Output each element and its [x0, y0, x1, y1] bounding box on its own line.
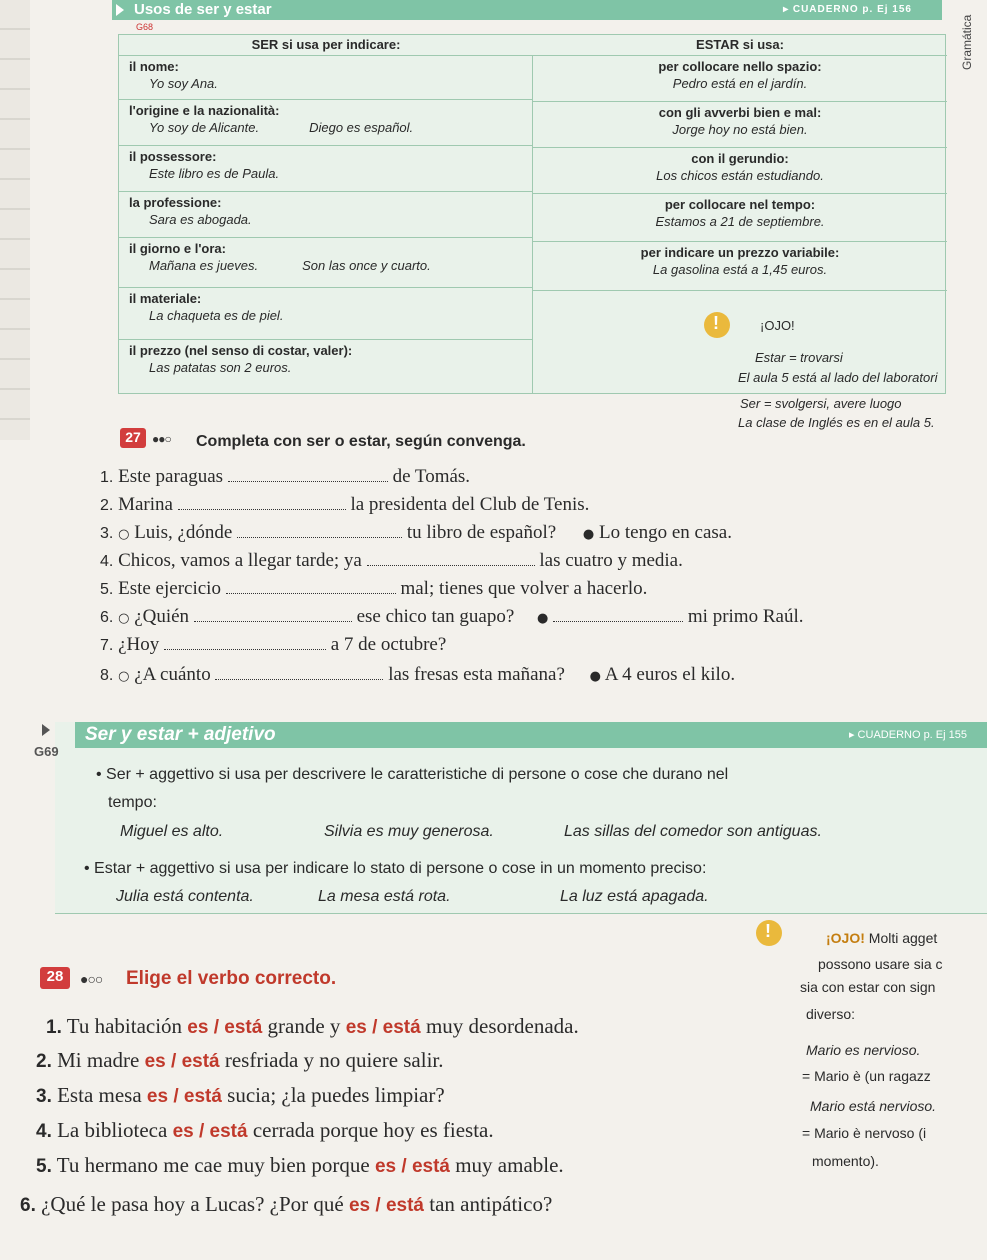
ojo-line: = Mario è nervoso (i: [802, 1125, 927, 1141]
ojo-heading: ¡OJO!: [760, 318, 795, 333]
ser-row-label: il nome:: [129, 59, 179, 74]
estar-row-label: con il gerundio:: [691, 151, 789, 166]
estar-row-example: La gasolina está a 1,45 euros.: [652, 262, 828, 277]
exercise-title: Completa con ser o estar, según convenga.: [196, 433, 526, 450]
ser-row-example: Mañana es jueves.: [149, 258, 259, 273]
side-label: Gramática: [960, 14, 974, 70]
box-header: [75, 722, 987, 748]
answer-blank[interactable]: [226, 578, 396, 594]
grammar-code: G68: [136, 22, 154, 32]
section-header: [112, 0, 942, 20]
ser-row-label: il possessore:: [129, 149, 217, 164]
exercise-item: 6. ○ ¿Quién ese chico tan guapo? ● mi primo Raúl.: [100, 606, 804, 627]
estar-row: [533, 193, 947, 241]
estar-row: [533, 55, 947, 101]
ojo-line: possono usare sia c: [818, 956, 943, 972]
ojo-line: Ser = svolgersi, avere luogo: [740, 396, 902, 411]
answer-blank[interactable]: [194, 606, 352, 622]
exercise-number-badge: 28: [40, 967, 70, 989]
ser-row: [119, 145, 533, 191]
exercise-item: 2. Marina la presidenta del Club de Tenis.: [100, 494, 590, 515]
ojo-note: ¡OJO! Molti agget: [826, 930, 938, 946]
exercise-item: 5. Tu hermano me cae muy bien porque es / está muy amable.: [36, 1153, 564, 1177]
verb-choice[interactable]: es / está: [345, 1017, 421, 1038]
estar-row-example: Estamos a 21 de septiembre.: [655, 214, 825, 229]
ser-row-label: il materiale:: [129, 291, 202, 306]
ser-row-label: la professione:: [129, 195, 222, 210]
answer-blank[interactable]: [164, 634, 326, 650]
ser-row: [119, 99, 533, 145]
exercise-number-badge: 27: [120, 428, 146, 448]
ser-row: [119, 287, 533, 339]
answer-blank[interactable]: [237, 522, 402, 538]
verb-choice[interactable]: es / está: [172, 1121, 248, 1142]
ser-row: [119, 339, 533, 393]
estar-row: [533, 241, 947, 291]
section-title: Usos de ser y estar: [134, 1, 272, 18]
answer-blank[interactable]: [178, 494, 346, 510]
estar-heading: ESTAR si usa:: [696, 37, 784, 52]
exercise-item: 5. Este ejercicio mal; tienes que volver a hacerlo.: [100, 578, 648, 599]
ser-row-example: Yo soy de Alicante.: [149, 120, 260, 135]
estar-row-example: Pedro está en el jardín.: [672, 76, 808, 91]
ser-row-example: Son las once y cuarto.: [302, 258, 431, 273]
example-text: La luz está apagada.: [560, 888, 709, 905]
ser-row-example: La chaqueta es de piel.: [149, 308, 284, 323]
estar-row-label: per indicare un prezzo variabile:: [640, 245, 840, 260]
ojo-line: = Mario è (un ragazz: [802, 1068, 931, 1084]
ser-row-example: Sara es abogada.: [149, 212, 252, 227]
play-icon[interactable]: [42, 724, 50, 736]
notebook-edge: [0, 0, 30, 440]
verb-choice[interactable]: es / está: [144, 1051, 220, 1072]
exercise-title: Elige el verbo correcto.: [126, 968, 337, 989]
ojo-line: Mario es nervioso.: [806, 1042, 921, 1058]
exercise-item: 7. ¿Hoy a 7 de octubre?: [100, 634, 447, 655]
rule-text: tempo:: [108, 794, 157, 811]
answer-blank[interactable]: [553, 606, 683, 622]
verb-choice[interactable]: es / está: [187, 1017, 263, 1038]
rule-text: • Ser + aggettivo si usa per descrivere le caratteristiche di persone o cose che durano nel: [96, 766, 729, 783]
verb-choice[interactable]: es / está: [348, 1195, 424, 1216]
exercise-item: 1. Este paraguas de Tomás.: [100, 466, 471, 487]
ser-row-example: Este libro es de Paula.: [149, 166, 280, 181]
ser-row: [119, 237, 533, 287]
ser-column: [119, 35, 533, 393]
answer-blank[interactable]: [228, 466, 388, 482]
exercise-item: 4. La biblioteca es / está cerrada porque hoy es fiesta.: [36, 1118, 494, 1142]
grammar-code: G69: [34, 744, 59, 759]
ojo-line: momento).: [812, 1153, 879, 1169]
example-text: La mesa está rota.: [318, 888, 451, 905]
estar-row-label: per collocare nel tempo:: [664, 197, 816, 212]
ojo-warning-icon: [756, 920, 782, 946]
exercise-item: 4. Chicos, vamos a llegar tarde; ya las cuatro y media.: [100, 550, 683, 571]
example-text: Las sillas del comedor son antiguas.: [564, 823, 822, 840]
ser-row: [119, 191, 533, 237]
exercise-item: 8. ○ ¿A cuánto las fresas esta mañana? ● A 4 euros el kilo.: [100, 664, 736, 685]
estar-row-example: Jorge hoy no está bien.: [672, 122, 808, 137]
answer-blank[interactable]: [215, 664, 383, 680]
exercise-item: 6. ¿Qué le pasa hoy a Lucas? ¿Por qué es / está tan antipático?: [20, 1192, 553, 1216]
verb-choice[interactable]: es / está: [374, 1156, 450, 1177]
ser-estar-table: [118, 34, 946, 394]
ser-row-label: il giorno e l'ora:: [129, 241, 226, 256]
ser-row-label: il prezzo (nel senso di costar, valer):: [129, 343, 353, 358]
estar-row: [533, 101, 947, 147]
estar-row: [533, 147, 947, 193]
exercise-item: 2. Mi madre es / está resfriada y no quiere salir.: [36, 1048, 444, 1072]
play-icon[interactable]: [116, 4, 124, 16]
example-text: Julia está contenta.: [116, 888, 254, 905]
ojo-line: Mario está nervioso.: [810, 1098, 937, 1114]
ser-row-label: l'origine e la nazionalità:: [129, 103, 280, 118]
ojo-line: sia con estar con sign: [800, 979, 936, 995]
ojo-line: diverso:: [806, 1006, 856, 1022]
box-title: Ser y estar + adjetivo: [85, 724, 276, 745]
ser-row-example: Yo soy Ana.: [149, 76, 218, 91]
ser-row-example: Las patatas son 2 euros.: [149, 360, 292, 375]
estar-column: [533, 35, 947, 291]
ser-heading: SER si usa per indicare:: [251, 37, 401, 52]
ser-row-example: Diego es español.: [309, 120, 414, 135]
rule-text: • Estar + aggettivo si usa per indicare lo stato di persone o cose in un momento preciso:: [84, 860, 707, 877]
answer-blank[interactable]: [367, 550, 535, 566]
ser-row: [119, 55, 533, 99]
ojo-warning-icon: [704, 312, 730, 338]
estar-row-example: Los chicos están estudiando.: [656, 168, 824, 183]
estar-row-label: con gli avverbi bien e mal:: [658, 105, 822, 120]
ser-estar-adjetivo-box: [55, 722, 987, 914]
ojo-line: La clase de Inglés es en el aula 5.: [738, 415, 935, 430]
difficulty-dots: ●●○: [152, 432, 171, 446]
ojo-line: El aula 5 está al lado del laboratori: [738, 370, 938, 385]
ojo-line: Estar = trovarsi: [755, 350, 843, 365]
workbook-ref: ▸ CUADERNO p. Ej 156: [783, 4, 912, 15]
example-text: Miguel es alto.: [120, 823, 224, 840]
exercise-item: 3. ○ Luis, ¿dónde tu libro de español? ● Lo tengo en casa.: [100, 522, 732, 543]
difficulty-dots: ●○○: [80, 971, 103, 987]
verb-choice[interactable]: es / está: [146, 1086, 222, 1107]
workbook-ref: ▸ CUADERNO p. Ej 155: [848, 729, 967, 741]
exercise-item: 1. Tu habitación es / está grande y es / está muy desordenada.: [46, 1014, 579, 1038]
estar-row-label: per collocare nello spazio:: [658, 59, 822, 74]
exercise-item: 3. Esta mesa es / está sucia; ¿la puedes limpiar?: [36, 1083, 445, 1107]
example-text: Silvia es muy generosa.: [324, 823, 494, 840]
